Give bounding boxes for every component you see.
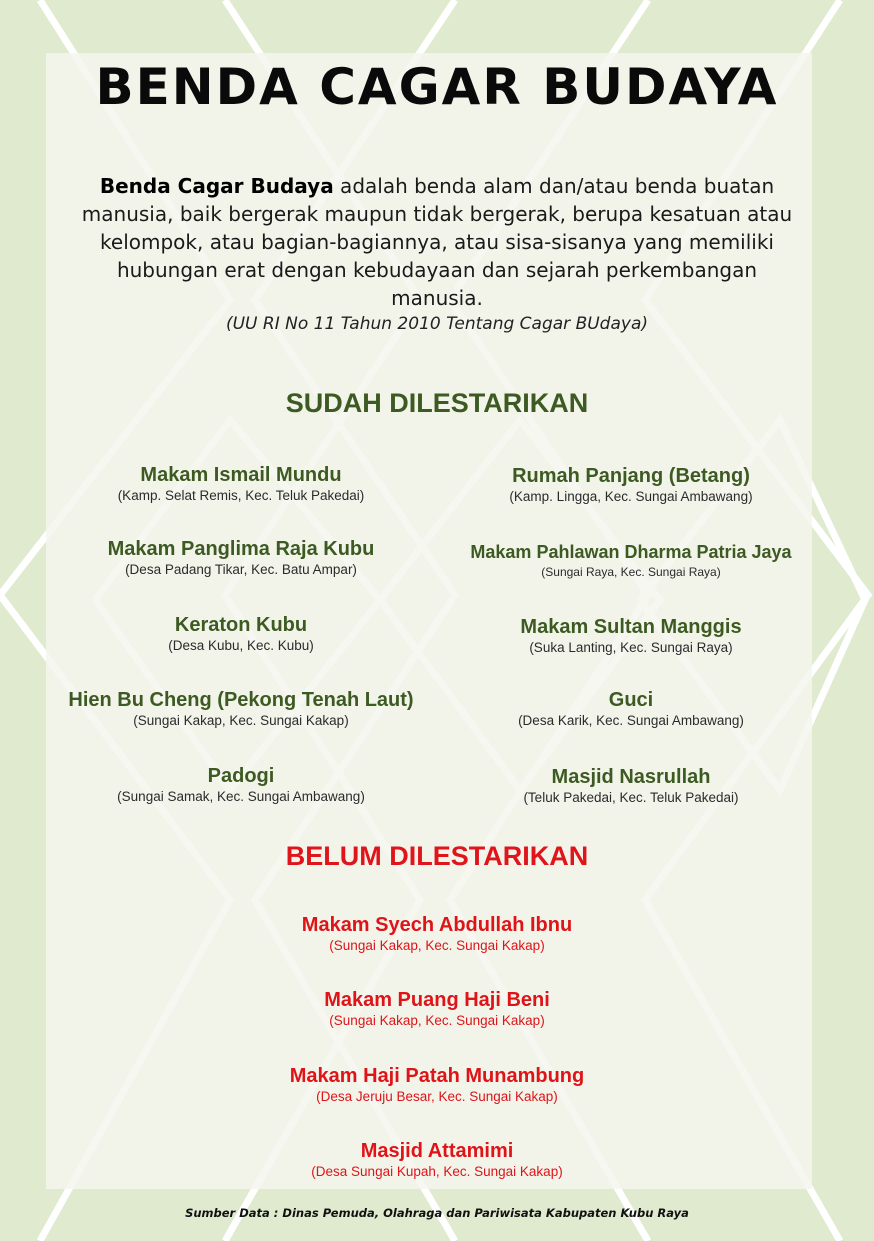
site-location: (Desa Jeruju Besar, Kec. Sungai Kakap): [316, 1089, 558, 1104]
site-location: (Sungai Kakap, Kec. Sungai Kakap): [329, 938, 545, 953]
site-name: Rumah Panjang (Betang): [512, 465, 750, 487]
site-name: Padogi: [207, 765, 275, 787]
not-preserved-item: [0, 1065, 874, 1106]
site-location: (Sungai Raya, Kec. Sungai Raya): [541, 565, 721, 579]
site-name: Masjid Nasrullah: [551, 766, 711, 788]
preserved-item: [40, 765, 442, 806]
not-preserved-item: [0, 1140, 874, 1181]
site-name: Hien Bu Cheng (Pekong Tenah Laut): [68, 689, 414, 711]
site-name: Makam Syech Abdullah Ibnu: [301, 914, 573, 936]
site-location: (Teluk Pakedai, Kec. Teluk Pakedai): [523, 790, 739, 805]
definition-paragraph: [70, 172, 804, 312]
source-footnote: Sumber Data : Dinas Pemuda, Olahraga dan Pariwisata Kabupaten Kubu Raya: [185, 1206, 689, 1220]
site-location: (Desa Kubu, Kec. Kubu): [168, 638, 314, 653]
site-name: Guci: [608, 689, 654, 711]
site-location: (Sungai Kakap, Kec. Sungai Kakap): [329, 1013, 545, 1028]
site-name: Masjid Attamimi: [360, 1140, 514, 1162]
preserved-item: [430, 766, 832, 807]
page-title: BENDA CAGAR BUDAYA: [95, 58, 779, 116]
site-name: Keraton Kubu: [174, 614, 308, 636]
site-location: (Desa Padang Tikar, Kec. Batu Ampar): [125, 562, 357, 577]
site-location: (Sungai Kakap, Kec. Sungai Kakap): [133, 713, 349, 728]
preserved-item: [40, 538, 442, 579]
preserved-heading: SUDAH DILESTARIKAN: [285, 388, 589, 418]
site-location: (Kamp. Lingga, Kec. Sungai Ambawang): [509, 489, 753, 504]
site-location: (Desa Karik, Kec. Sungai Ambawang): [518, 713, 744, 728]
site-location: (Desa Sungai Kupah, Kec. Sungai Kakap): [311, 1164, 563, 1179]
not-preserved-item: [0, 914, 874, 955]
preserved-item: [40, 689, 442, 730]
site-name: Makam Pahlawan Dharma Patria Jaya: [470, 542, 792, 562]
preserved-item: [430, 541, 832, 582]
site-name: Makam Sultan Manggis: [520, 616, 742, 638]
preserved-item: [40, 464, 442, 505]
preserved-item: [430, 616, 832, 657]
not-preserved-item: [0, 989, 874, 1030]
not-preserved-heading: BELUM DILESTARIKAN: [285, 841, 589, 871]
site-name: Makam Puang Haji Beni: [324, 989, 550, 1011]
site-name: Makam Haji Patah Munambung: [289, 1065, 585, 1087]
site-name: Makam Ismail Mundu: [140, 464, 342, 486]
definition-text: adalah benda alam dan/atau benda buatan manusia, baik bergerak maupun tidak bergerak, berupa kesatuan atau kelompok, atau bagian-bagiannya, atau sisa-sisanya yang memiliki hubungan erat dengan kebudayaan dan sejarah perkembangan manusia.: [81, 174, 793, 310]
preserved-item: [430, 689, 832, 730]
preserved-item: [430, 465, 832, 506]
definition-citation: (UU RI No 11 Tahun 2010 Tentang Cagar BUdaya): [225, 314, 648, 334]
site-location: (Kamp. Selat Remis, Kec. Teluk Pakedai): [117, 488, 365, 503]
site-location: (Suka Lanting, Kec. Sungai Raya): [529, 640, 733, 655]
definition-term: Benda Cagar Budaya: [99, 174, 334, 198]
site-location: (Sungai Samak, Kec. Sungai Ambawang): [117, 789, 365, 804]
site-name: Makam Panglima Raja Kubu: [107, 538, 375, 560]
preserved-item: [40, 614, 442, 655]
